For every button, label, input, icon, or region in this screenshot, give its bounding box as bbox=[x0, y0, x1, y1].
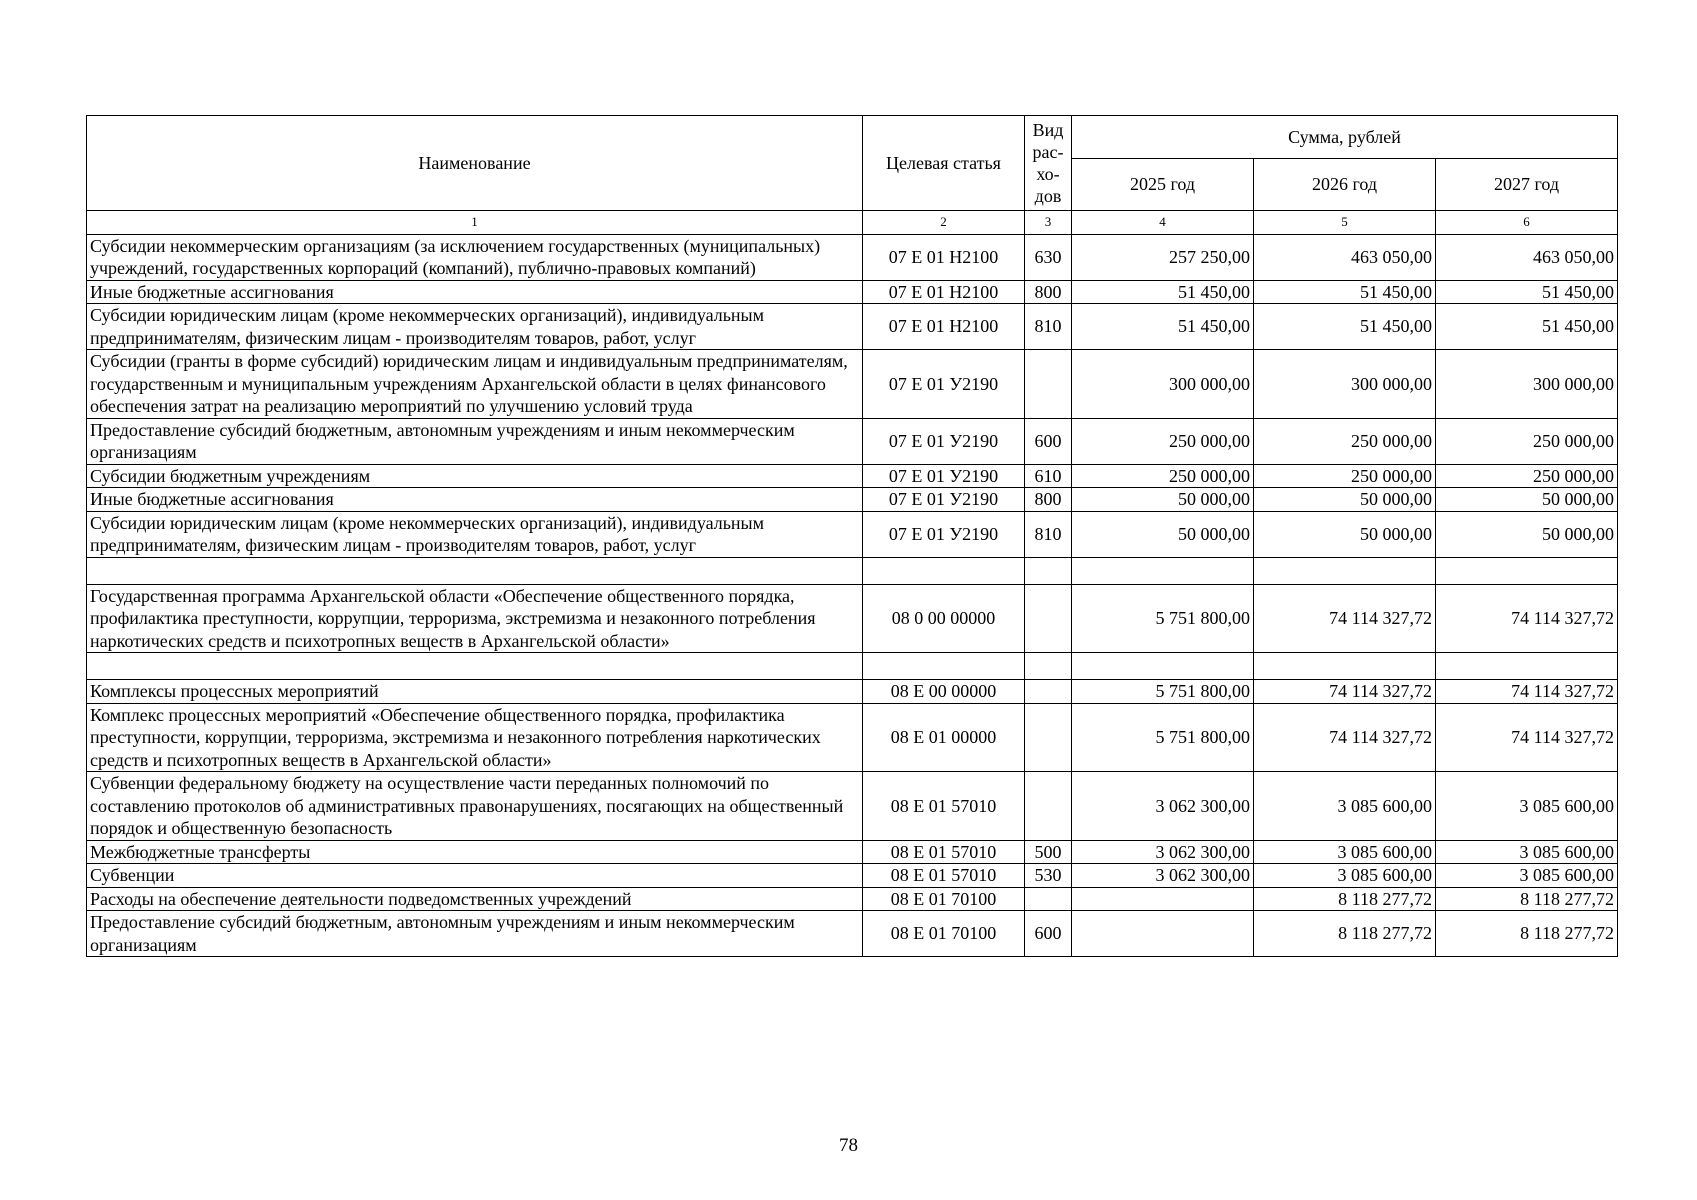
row-target-article: 07 Е 01 У2190 bbox=[863, 418, 1025, 464]
row-target-article: 07 Е 01 У2190 bbox=[863, 511, 1025, 557]
row-target-article: 07 Е 01 Н2100 bbox=[863, 304, 1025, 350]
row-target-article: 08 Е 01 70100 bbox=[863, 887, 1025, 911]
row-sum-2027: 8 118 277,72 bbox=[1436, 887, 1618, 911]
row-target-article: 08 0 00 00000 bbox=[863, 584, 1025, 653]
row-sum-2025: 250 000,00 bbox=[1072, 418, 1254, 464]
row-target-article: 08 Е 01 57010 bbox=[863, 864, 1025, 888]
row-sum-2025: 51 450,00 bbox=[1072, 280, 1254, 304]
row-sum-2025: 3 062 300,00 bbox=[1072, 772, 1254, 841]
table-row bbox=[87, 680, 1618, 704]
row-expense-type bbox=[1025, 703, 1072, 772]
row-target-article: 07 Е 01 У2190 bbox=[863, 488, 1025, 512]
row-sum-2027: 3 085 600,00 bbox=[1436, 864, 1618, 888]
header-name: Наименование bbox=[87, 116, 863, 211]
column-number: 6 bbox=[1436, 211, 1618, 235]
empty-cell bbox=[1072, 557, 1254, 584]
table-row bbox=[87, 840, 1618, 864]
table-row bbox=[87, 511, 1618, 557]
row-expense-type bbox=[1025, 350, 1072, 419]
row-name: Государственная программа Архангельской области «Обеспечение общественного порядка, профилактика преступности, коррупции, терроризма, экстремизма и незаконного потребления наркотических средств и психотропных веществ в Архангельской области» bbox=[87, 584, 863, 653]
empty-cell bbox=[1072, 653, 1254, 680]
row-expense-type: 530 bbox=[1025, 864, 1072, 888]
column-number: 3 bbox=[1025, 211, 1072, 235]
row-sum-2026: 463 050,00 bbox=[1254, 234, 1436, 280]
row-sum-2026: 3 085 600,00 bbox=[1254, 864, 1436, 888]
table-row bbox=[87, 772, 1618, 841]
row-expense-type bbox=[1025, 772, 1072, 841]
table-row bbox=[87, 280, 1618, 304]
row-sum-2027: 50 000,00 bbox=[1436, 488, 1618, 512]
row-name: Субвенции федеральному бюджету на осуществление части переданных полномочий по составлению протоколов об административных правонарушениях, посягающих на общественный порядок и общественную безопасность bbox=[87, 772, 863, 841]
row-sum-2026: 3 085 600,00 bbox=[1254, 772, 1436, 841]
row-sum-2026: 74 114 327,72 bbox=[1254, 703, 1436, 772]
row-sum-2025: 50 000,00 bbox=[1072, 511, 1254, 557]
row-sum-2027: 74 114 327,72 bbox=[1436, 584, 1618, 653]
table-header bbox=[87, 116, 1618, 235]
row-name: Комплекс процессных мероприятий «Обеспечение общественного порядка, профилактика преступности, коррупции, терроризма, экстремизма и незаконного потребления наркотических средств и психотропных веществ в Архангельской области» bbox=[87, 703, 863, 772]
row-name: Субсидии некоммерческим организациям (за исключением государственных (муниципальных) учреждений, государственных корпораций (компаний), публично-правовых компаний) bbox=[87, 234, 863, 280]
column-number: 2 bbox=[863, 211, 1025, 235]
row-sum-2027: 50 000,00 bbox=[1436, 511, 1618, 557]
table-body bbox=[87, 234, 1618, 957]
row-name: Субсидии юридическим лицам (кроме некоммерческих организаций), индивидуальным предпринимателям, физическим лицам - производителям товаров, работ, услуг bbox=[87, 511, 863, 557]
row-sum-2025: 300 000,00 bbox=[1072, 350, 1254, 419]
table-row bbox=[87, 584, 1618, 653]
row-sum-2027: 51 450,00 bbox=[1436, 280, 1618, 304]
row-name: Предоставление субсидий бюджетным, автономным учреждениям и иным некоммерческим организациям bbox=[87, 418, 863, 464]
row-expense-type: 800 bbox=[1025, 280, 1072, 304]
header-expense-type-line: рас- bbox=[1032, 142, 1064, 162]
empty-cell bbox=[863, 557, 1025, 584]
table-row bbox=[87, 350, 1618, 419]
table-row bbox=[87, 864, 1618, 888]
row-sum-2027: 74 114 327,72 bbox=[1436, 703, 1618, 772]
row-sum-2027: 3 085 600,00 bbox=[1436, 840, 1618, 864]
row-name: Расходы на обеспечение деятельности подведомственных учреждений bbox=[87, 887, 863, 911]
row-target-article: 08 Е 01 57010 bbox=[863, 840, 1025, 864]
column-number: 4 bbox=[1072, 211, 1254, 235]
row-expense-type: 600 bbox=[1025, 911, 1072, 957]
row-sum-2025: 3 062 300,00 bbox=[1072, 840, 1254, 864]
row-target-article: 07 Е 01 Н2100 bbox=[863, 280, 1025, 304]
row-name: Субсидии юридическим лицам (кроме некоммерческих организаций), индивидуальным предпринимателям, физическим лицам - производителям товаров, работ, услуг bbox=[87, 304, 863, 350]
header-expense-type-line: хо- bbox=[1036, 164, 1060, 184]
row-sum-2026: 74 114 327,72 bbox=[1254, 584, 1436, 653]
row-expense-type: 810 bbox=[1025, 511, 1072, 557]
row-sum-2026: 50 000,00 bbox=[1254, 511, 1436, 557]
empty-cell bbox=[87, 557, 863, 584]
row-sum-2027: 51 450,00 bbox=[1436, 304, 1618, 350]
empty-cell bbox=[1025, 653, 1072, 680]
row-sum-2026: 3 085 600,00 bbox=[1254, 840, 1436, 864]
table-row bbox=[87, 464, 1618, 488]
row-sum-2026: 74 114 327,72 bbox=[1254, 680, 1436, 704]
header-year-2027: 2027 год bbox=[1436, 159, 1618, 211]
row-sum-2025: 5 751 800,00 bbox=[1072, 680, 1254, 704]
row-sum-2026: 250 000,00 bbox=[1254, 464, 1436, 488]
header-expense-type bbox=[1025, 116, 1072, 211]
row-sum-2025: 50 000,00 bbox=[1072, 488, 1254, 512]
page-number: 78 bbox=[839, 1135, 858, 1156]
row-name: Иные бюджетные ассигнования bbox=[87, 488, 863, 512]
row-expense-type: 800 bbox=[1025, 488, 1072, 512]
column-numbers-row bbox=[87, 211, 1618, 235]
empty-cell bbox=[1254, 653, 1436, 680]
row-expense-type: 500 bbox=[1025, 840, 1072, 864]
row-sum-2027: 8 118 277,72 bbox=[1436, 911, 1618, 957]
row-sum-2027: 300 000,00 bbox=[1436, 350, 1618, 419]
row-sum-2027: 463 050,00 bbox=[1436, 234, 1618, 280]
column-number: 5 bbox=[1254, 211, 1436, 235]
header-year-2025: 2025 год bbox=[1072, 159, 1254, 211]
row-expense-type: 630 bbox=[1025, 234, 1072, 280]
row-sum-2025: 257 250,00 bbox=[1072, 234, 1254, 280]
row-target-article: 08 Е 01 00000 bbox=[863, 703, 1025, 772]
row-expense-type: 810 bbox=[1025, 304, 1072, 350]
row-expense-type bbox=[1025, 887, 1072, 911]
row-name: Комплексы процессных мероприятий bbox=[87, 680, 863, 704]
row-sum-2025: 51 450,00 bbox=[1072, 304, 1254, 350]
row-sum-2026: 51 450,00 bbox=[1254, 304, 1436, 350]
row-name: Иные бюджетные ассигнования bbox=[87, 280, 863, 304]
header-expense-type-line: дов bbox=[1034, 186, 1062, 206]
row-sum-2025: 250 000,00 bbox=[1072, 464, 1254, 488]
row-sum-2026: 8 118 277,72 bbox=[1254, 911, 1436, 957]
row-sum-2027: 74 114 327,72 bbox=[1436, 680, 1618, 704]
row-sum-2025: 3 062 300,00 bbox=[1072, 864, 1254, 888]
header-expense-type-line: Вид bbox=[1032, 120, 1064, 140]
row-sum-2027: 3 085 600,00 bbox=[1436, 772, 1618, 841]
table-row bbox=[87, 911, 1618, 957]
row-target-article: 07 Е 01 Н2100 bbox=[863, 234, 1025, 280]
row-target-article: 08 Е 00 00000 bbox=[863, 680, 1025, 704]
row-sum-2027: 250 000,00 bbox=[1436, 464, 1618, 488]
row-expense-type: 600 bbox=[1025, 418, 1072, 464]
row-expense-type bbox=[1025, 680, 1072, 704]
empty-row bbox=[87, 653, 1618, 680]
table-row bbox=[87, 887, 1618, 911]
budget-table bbox=[86, 115, 1618, 957]
table-row bbox=[87, 304, 1618, 350]
row-sum-2027: 250 000,00 bbox=[1436, 418, 1618, 464]
row-sum-2026: 50 000,00 bbox=[1254, 488, 1436, 512]
column-number: 1 bbox=[87, 211, 863, 235]
row-sum-2025: 5 751 800,00 bbox=[1072, 703, 1254, 772]
table-row bbox=[87, 488, 1618, 512]
row-sum-2025 bbox=[1072, 911, 1254, 957]
row-expense-type bbox=[1025, 584, 1072, 653]
row-sum-2026: 8 118 277,72 bbox=[1254, 887, 1436, 911]
row-name: Межбюджетные трансферты bbox=[87, 840, 863, 864]
empty-cell bbox=[863, 653, 1025, 680]
header-target-article: Целевая статья bbox=[863, 116, 1025, 211]
row-name: Субвенции bbox=[87, 864, 863, 888]
row-target-article: 08 Е 01 70100 bbox=[863, 911, 1025, 957]
table-row bbox=[87, 418, 1618, 464]
empty-cell bbox=[1436, 557, 1618, 584]
empty-cell bbox=[87, 653, 863, 680]
table-row bbox=[87, 234, 1618, 280]
row-sum-2026: 51 450,00 bbox=[1254, 280, 1436, 304]
row-expense-type: 610 bbox=[1025, 464, 1072, 488]
row-name: Субсидии бюджетным учреждениям bbox=[87, 464, 863, 488]
empty-cell bbox=[1436, 653, 1618, 680]
row-sum-2026: 250 000,00 bbox=[1254, 418, 1436, 464]
table-row bbox=[87, 703, 1618, 772]
row-target-article: 08 Е 01 57010 bbox=[863, 772, 1025, 841]
row-sum-2025: 5 751 800,00 bbox=[1072, 584, 1254, 653]
empty-cell bbox=[1025, 557, 1072, 584]
header-sum: Сумма, рублей bbox=[1072, 116, 1618, 159]
row-target-article: 07 Е 01 У2190 bbox=[863, 464, 1025, 488]
header-year-2026: 2026 год bbox=[1254, 159, 1436, 211]
row-sum-2026: 300 000,00 bbox=[1254, 350, 1436, 419]
row-target-article: 07 Е 01 У2190 bbox=[863, 350, 1025, 419]
row-name: Субсидии (гранты в форме субсидий) юридическим лицам и индивидуальным предпринимателям, государственным и муниципальным учреждениям Архангельской области в целях финансового обеспечения затрат на реализацию мероприятий по улучшению условий труда bbox=[87, 350, 863, 419]
row-sum-2025 bbox=[1072, 887, 1254, 911]
empty-cell bbox=[1254, 557, 1436, 584]
row-name: Предоставление субсидий бюджетным, автономным учреждениям и иным некоммерческим организациям bbox=[87, 911, 863, 957]
empty-row bbox=[87, 557, 1618, 584]
